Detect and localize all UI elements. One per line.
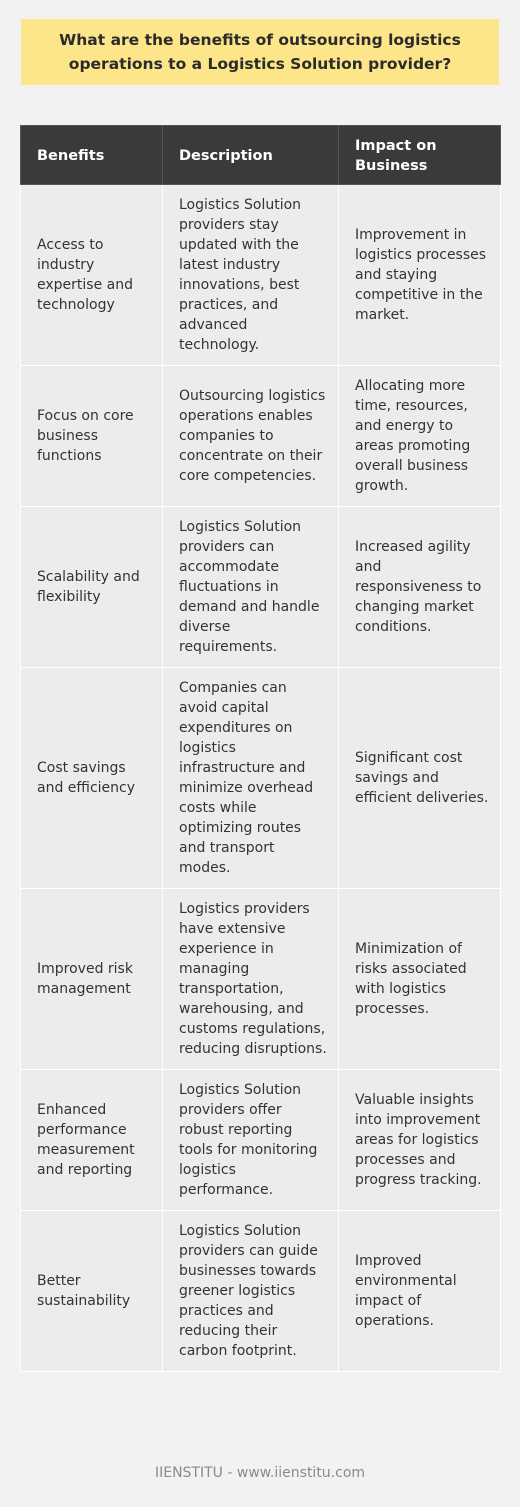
benefit-cell: Scalability and flexibility <box>21 507 163 668</box>
footer-credit: IIENSTITU - www.iienstitu.com <box>154 1465 366 1481</box>
header-row <box>21 126 501 185</box>
impact-cell: Improvement in logistics processes and staying competitive in the market. <box>339 185 501 366</box>
table-body <box>21 185 501 1372</box>
description-cell: Logistics Solution providers can guide businesses towards greener logistics practices and reducing their carbon footprint. <box>163 1211 339 1372</box>
benefit-cell: Focus on core business functions <box>21 366 163 507</box>
table-row <box>21 668 501 889</box>
table-row <box>21 507 501 668</box>
table-row <box>21 1211 501 1372</box>
description-cell: Outsourcing logistics operations enables companies to concentrate on their core competencies. <box>163 366 339 507</box>
impact-cell: Minimization of risks associated with logistics processes. <box>339 889 501 1070</box>
description-cell: Companies can avoid capital expenditures on logistics infrastructure and minimize overhead costs while optimizing routes and transport modes. <box>163 668 339 889</box>
description-cell: Logistics providers have extensive experience in managing transportation, warehousing, and customs regulations, reducing disruptions. <box>163 889 339 1070</box>
table-row <box>21 889 501 1070</box>
impact-cell: Improved environmental impact of operations. <box>339 1211 501 1372</box>
table-row <box>21 366 501 507</box>
impact-cell: Valuable insights into improvement areas for logistics processes and progress tracking. <box>339 1070 501 1211</box>
header-impact: Impact on Business <box>339 126 501 185</box>
table-header <box>21 126 501 185</box>
page-title: What are the benefits of outsourcing logistics operations to a Logistics Solution provider? <box>21 19 499 85</box>
benefit-cell: Improved risk management <box>21 889 163 1070</box>
header-benefits: Benefits <box>21 126 163 185</box>
impact-cell: Allocating more time, resources, and energy to areas promoting overall business growth. <box>339 366 501 507</box>
benefits-table <box>20 125 501 1372</box>
description-cell: Logistics Solution providers offer robust reporting tools for monitoring logistics performance. <box>163 1070 339 1211</box>
benefit-cell: Better sustainability <box>21 1211 163 1372</box>
impact-cell: Increased agility and responsiveness to changing market conditions. <box>339 507 501 668</box>
table-row <box>21 185 501 366</box>
impact-cell: Significant cost savings and efficient deliveries. <box>339 668 501 889</box>
header-description: Description <box>163 126 339 185</box>
table-row <box>21 1070 501 1211</box>
benefit-cell: Access to industry expertise and technology <box>21 185 163 366</box>
description-cell: Logistics Solution providers stay updated with the latest industry innovations, best practices, and advanced technology. <box>163 185 339 366</box>
description-cell: Logistics Solution providers can accommodate fluctuations in demand and handle diverse requirements. <box>163 507 339 668</box>
benefit-cell: Cost savings and efficiency <box>21 668 163 889</box>
benefit-cell: Enhanced performance measurement and reporting <box>21 1070 163 1211</box>
